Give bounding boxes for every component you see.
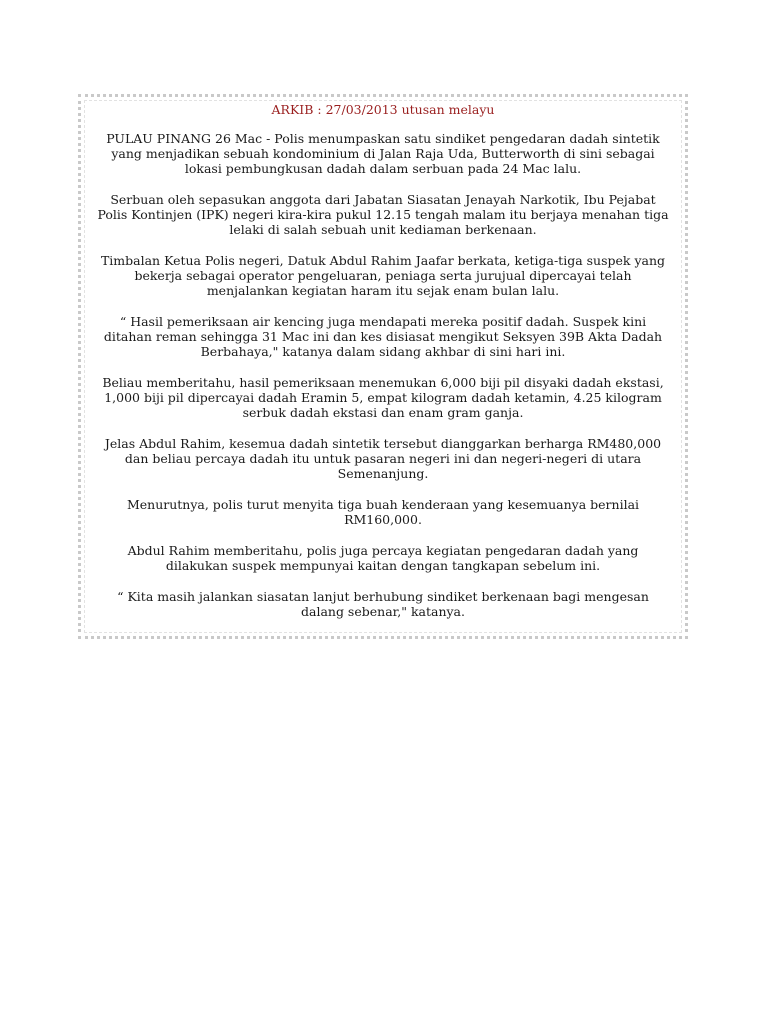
- article-paragraph-3: Timbalan Ketua Polis negeri, Datuk Abdul Rahim Jaafar berkata, ketiga-tiga suspek yang bekerja sebagai operator pengeluaran, peniaga serta jurujual dipercayai telah menjalankan kegiatan haram itu sejak enam bulan lalu.: [100, 253, 666, 298]
- article-paragraph-9: “ Kita masih jalankan siasatan lanjut berhubung sindiket berkenaan bagi mengesan dalang sebenar," katanya.: [117, 589, 649, 619]
- article-paragraph-6: Jelas Abdul Rahim, kesemua dadah sintetik tersebut dianggarkan berharga RM480,000 dan beliau percaya dadah itu untuk pasaran negeri ini dan negeri-negeri di utara Semenanjung.: [104, 436, 662, 481]
- article-paragraph-2: Serbuan oleh sepasukan anggota dari Jabatan Siasatan Jenayah Narkotik, Ibu Pejabat Polis Kontinjen (IPK) negeri kira-kira pukul 12.15 tengah malam itu berjaya menahan tiga lelaki di salah sebuah unit kediaman berkenaan.: [97, 192, 669, 237]
- article-frame: [78, 94, 688, 639]
- archive-header: ARKIB : 27/03/2013 utusan melayu: [271, 102, 495, 117]
- article-paragraph-1: PULAU PINANG 26 Mac - Polis menumpaskan satu sindiket pengedaran dadah sintetik yang menjadikan sebuah kondominium di Jalan Raja Uda, Butterworth di sini sebagai lokasi pembungkusan dadah dalam serbuan pada 24 Mac lalu.: [106, 131, 660, 176]
- article-paragraph-4: “ Hasil pemeriksaan air kencing juga mendapati mereka positif dadah. Suspek kini ditahan reman sehingga 31 Mac ini dan kes disiasat mengikut Seksyen 39B Akta Dadah Berbahaya," katanya dalam sidang akhbar di sini hari ini.: [103, 314, 663, 359]
- article-paragraph-7: Menurutnya, polis turut menyita tiga buah kenderaan yang kesemuanya bernilai RM160,000.: [126, 497, 640, 527]
- article-paragraph-5: Beliau memberitahu, hasil pemeriksaan menemukan 6,000 biji pil disyaki dadah ekstasi, 1,000 biji pil dipercayai dadah Eramin 5, empat kilogram dadah ketamin, 4.25 kilogram serbuk dadah ekstasi dan enam gram ganja.: [102, 375, 664, 420]
- article-paragraph-8: Abdul Rahim memberitahu, polis juga percaya kegiatan pengedaran dadah yang dilakukan suspek mempunyai kaitan dengan tangkapan sebelum ini.: [127, 543, 639, 573]
